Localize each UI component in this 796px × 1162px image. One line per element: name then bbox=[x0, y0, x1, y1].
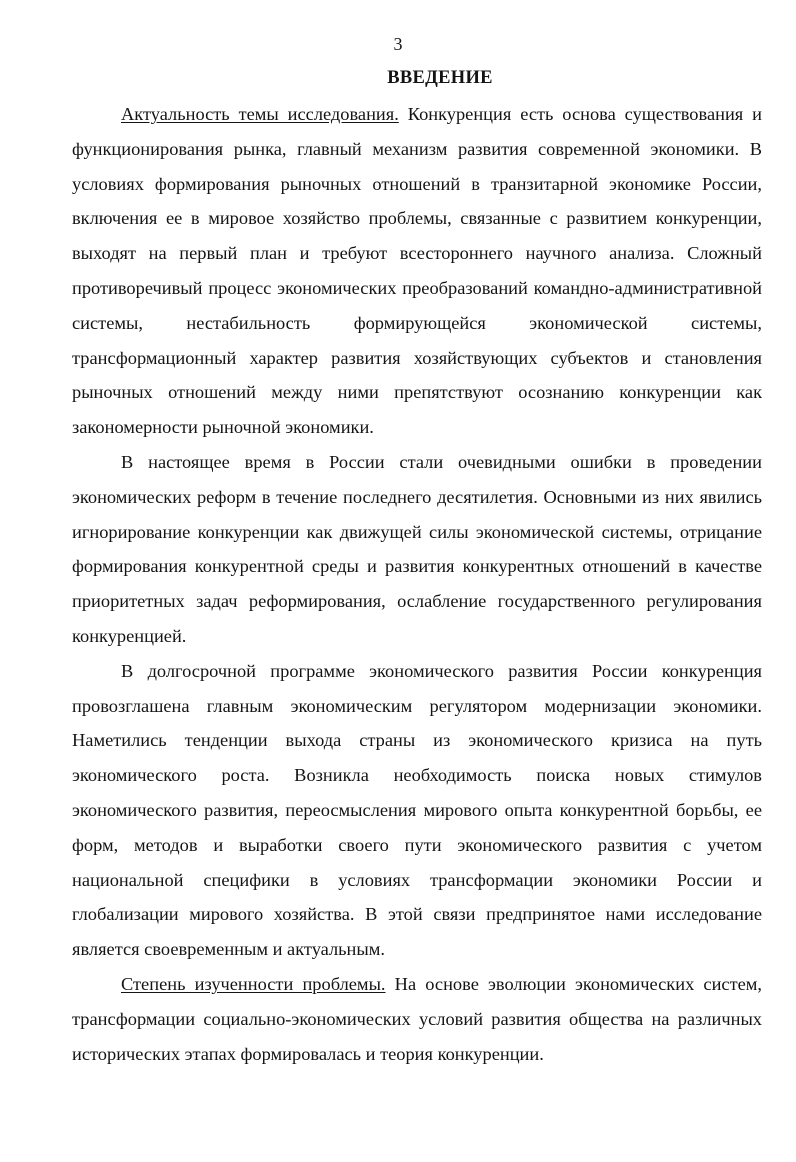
section-lead-degree-of-study: Степень изученности проблемы. bbox=[121, 973, 386, 994]
paragraph-text: В долгосрочной программе экономического развития России конкуренция провозглашена главным экономическим регулятором модернизации экономики. Наметились тенденции выхода страны из экономического кризиса на путь экономического роста. Возникла необходимость поиска новых стимулов экономического развития, переосмысления мирового опыта конкурентной борьбы, ее форм, методов и выработки своего пути экономического развития с учетом национальной специфики в условиях трансформации экономики России и глобализации мирового хозяйства. В этой связи предпринятое нами исследование является своевременным и актуальным. bbox=[72, 660, 762, 960]
paragraph-text: На основе эволюции экономических систем, трансформации социально-экономических условий развития общества на различных исторических этапах формировалась и теория конкуренции. bbox=[72, 973, 763, 1064]
paragraph-reform-errors bbox=[72, 445, 762, 654]
paragraph-long-term-program bbox=[72, 654, 762, 967]
section-lead-relevance: Актуальность темы исследования. bbox=[121, 104, 399, 124]
page-heading: ВВЕДЕНИЕ bbox=[387, 68, 493, 88]
paragraph-text: В настоящее время в России стали очевидными ошибки в проведении экономических реформ в течение последнего десятилетия. Основными из них явились игнорирование конкуренции как движущей силы экономической системы, отрицание формирования конкурентной среды и развития конкурентных отношений в качестве приоритетных задач реформирования, ослабление государственного регулирования конкуренцией. bbox=[72, 451, 762, 646]
body-text bbox=[72, 97, 762, 1071]
page-number: 3 bbox=[393, 34, 403, 54]
paragraph-relevance bbox=[72, 97, 762, 445]
paragraph-degree-of-study bbox=[72, 967, 762, 1071]
paragraph-text: Конкуренция есть основа существования и функционирования рынка, главный механизм развития современной экономики. В условиях формирования рыночных отношений в транзитарной экономике России, включения ее в мировое хозяйство проблемы, связанные с развитием конкуренции, выходят на первый план и требуют всестороннего научного анализа. Сложный противоречивый процесс экономических преобразований командно-административной системы, нестабильность формирующейся экономической системы, трансформационный характер развития хозяйствующих субъектов и становления рыночных отношений между ними препятствуют осознанию конкуренции как закономерности рыночной экономики. bbox=[72, 104, 762, 438]
